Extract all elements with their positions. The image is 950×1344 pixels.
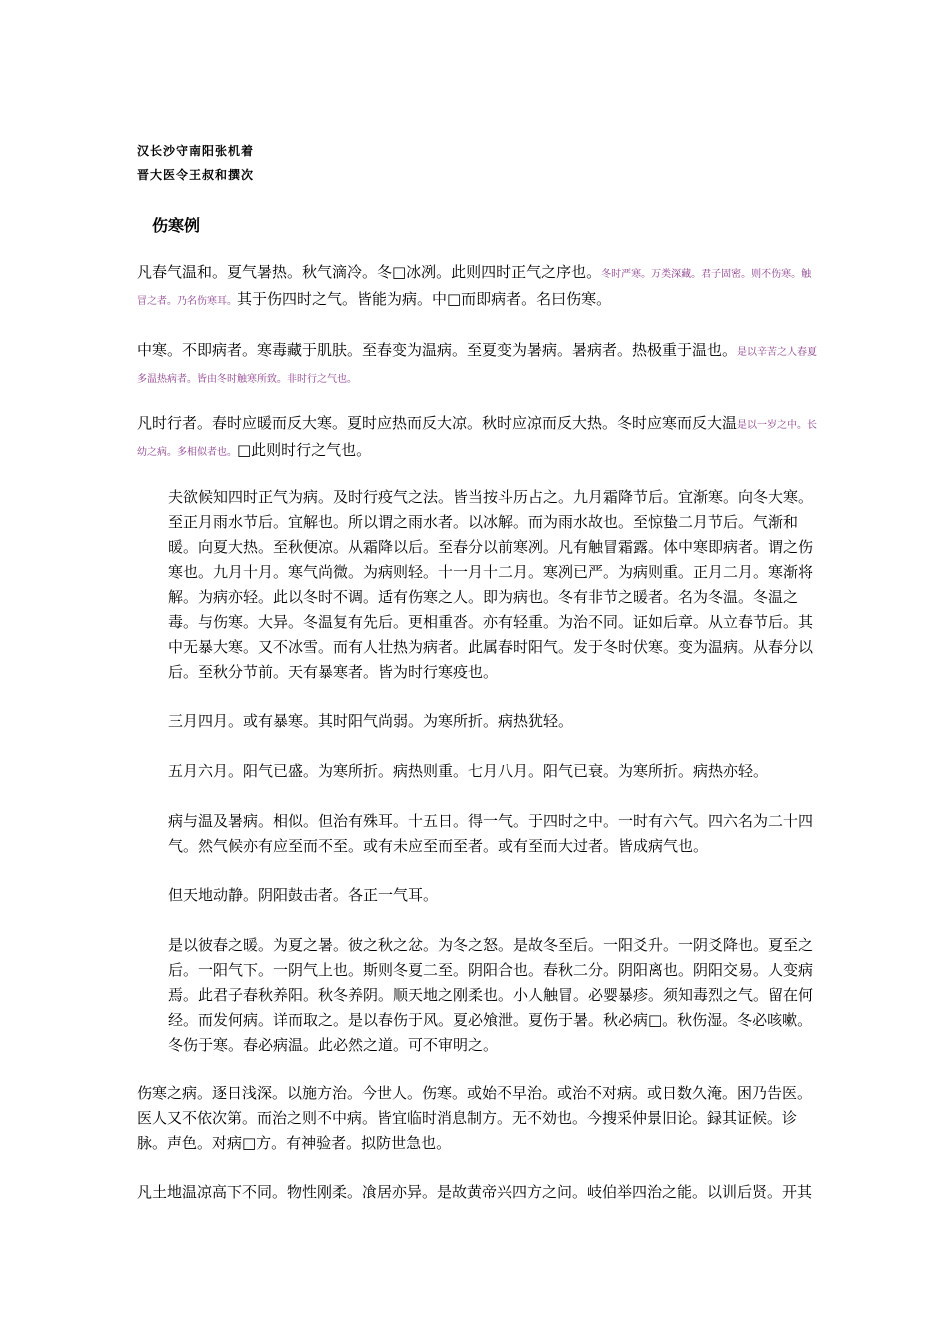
- paragraph-7: 病与温及暑病。相似。但治有殊耳。十五日。得一气。于四时之中。一时有六气。四六名为二十四气。然气候亦有应至而不至。或有未应至而至者。或有至而大过者。皆成病气也。: [168, 812, 814, 855]
- author-line-2: 晋大医令王叔和撰次: [137, 168, 255, 182]
- annotation-note: 是以辛苦之人春夏多温热病者。皆由冬时触寒所致。非时行之气也。: [137, 347, 818, 385]
- author-line-1: 汉长沙守南阳张机着: [137, 144, 255, 158]
- paragraph-5: 三月四月。或有暴寒。其时阳气尚弱。为寒所折。病热犹轻。: [168, 712, 574, 730]
- annotation-note: 是以一岁之中。长幼之病。多相似者也。: [137, 420, 818, 458]
- paragraph-text: 凡时行者。春时应暖而反大寒。夏时应热而反大凉。秋时应凉而反大热。冬时应寒而反大温: [137, 414, 738, 432]
- paragraph-text: 凡春气温和。夏气暑热。秋气滴冷。冬□冰冽。此则四时正气之序也。: [137, 263, 602, 281]
- paragraph-9: 是以彼春之暖。为夏之暑。彼之秋之忿。为冬之怒。是故冬至后。一阳爻升。一阴爻降也。夏至之后。一阳气下。一阴气上也。斯则冬夏二至。阴阳合也。春秋二分。阴阳离也。阴阳交易。人变病焉。此君子春秋养阳。秋冬养阴。顺天地之刚柔也。小人触冒。必婴暴疹。须知毒烈之气。留在何经。而发何病。详而取之。是以春伤于风。夏必飧泄。夏伤于暑。秋必病□。秋伤湿。冬必咳嗽。冬伤于寒。春必病温。此必然之道。可不审明之。: [168, 936, 814, 1054]
- paragraph-3: [137, 411, 817, 465]
- paragraph-10: 伤寒之病。逐日浅深。以施方治。今世人。伤寒。或始不早治。或治不对病。或日数久淹。困乃告医。医人又不依次第。而治之则不中病。皆宜临时消息制方。无不効也。今搜采仲景旧论。録其证候。诊脉。声色。对病□方。有神验者。拟防世急也。: [137, 1084, 813, 1152]
- annotation-note: 冬时严寒。万类深藏。君子固密。则不伤寒。触冒之者。乃名伤寒耳。: [137, 269, 812, 307]
- paragraph-text: 中寒。不即病者。寒毒藏于肌肤。至春变为温病。至夏变为暑病。暑病者。热极重于温也。: [137, 341, 738, 359]
- paragraph-2: [137, 338, 817, 392]
- paragraph-tail: □此则时行之气也。: [237, 441, 372, 459]
- paragraph-11: 凡土地温凉高下不同。物性刚柔。飡居亦异。是故黄帝兴四方之问。岐伯举四治之能。以训后贤。开其: [137, 1183, 813, 1201]
- paragraph-4: 夫欲候知四时正气为病。及时行疫气之法。皆当按斗历占之。九月霜降节后。宜渐寒。向冬大寒。至正月雨水节后。宜解也。所以谓之雨水者。以冰解。而为雨水故也。至惊蛰二月节后。气渐和暖。向夏大热。至秋便凉。从霜降以后。至春分以前寒冽。凡有触冒霜露。体中寒即病者。谓之伤寒也。九月十月。寒气尚微。为病则轻。十一月十二月。寒冽已严。为病则重。正月二月。寒渐将解。为病亦轻。此以冬时不调。适有伤寒之人。即为病也。冬有非节之暖者。名为冬温。冬温之毒。与伤寒。大异。冬温复有先后。更相重沓。亦有轻重。为治不同。证如后章。从立春节后。其中无暴大寒。又不冰雪。而有人壮热为病者。此属春时阳气。发于冬时伏寒。变为温病。从春分以后。至秋分节前。天有暴寒者。皆为时行寒疫也。: [168, 488, 814, 681]
- paragraph-6: 五月六月。阳气已盛。为寒所折。病热则重。七月八月。阳气已衰。为寒所折。病热亦轻。: [168, 762, 769, 780]
- paragraph-tail: 其于伤四时之气。皆能为病。中□而即病者。名曰伤寒。: [237, 290, 612, 308]
- paragraph-1: [137, 260, 817, 314]
- paragraph-8: 但天地动静。阴阳鼓击者。各正一气耳。: [168, 886, 439, 904]
- section-title: 伤寒例: [152, 216, 201, 235]
